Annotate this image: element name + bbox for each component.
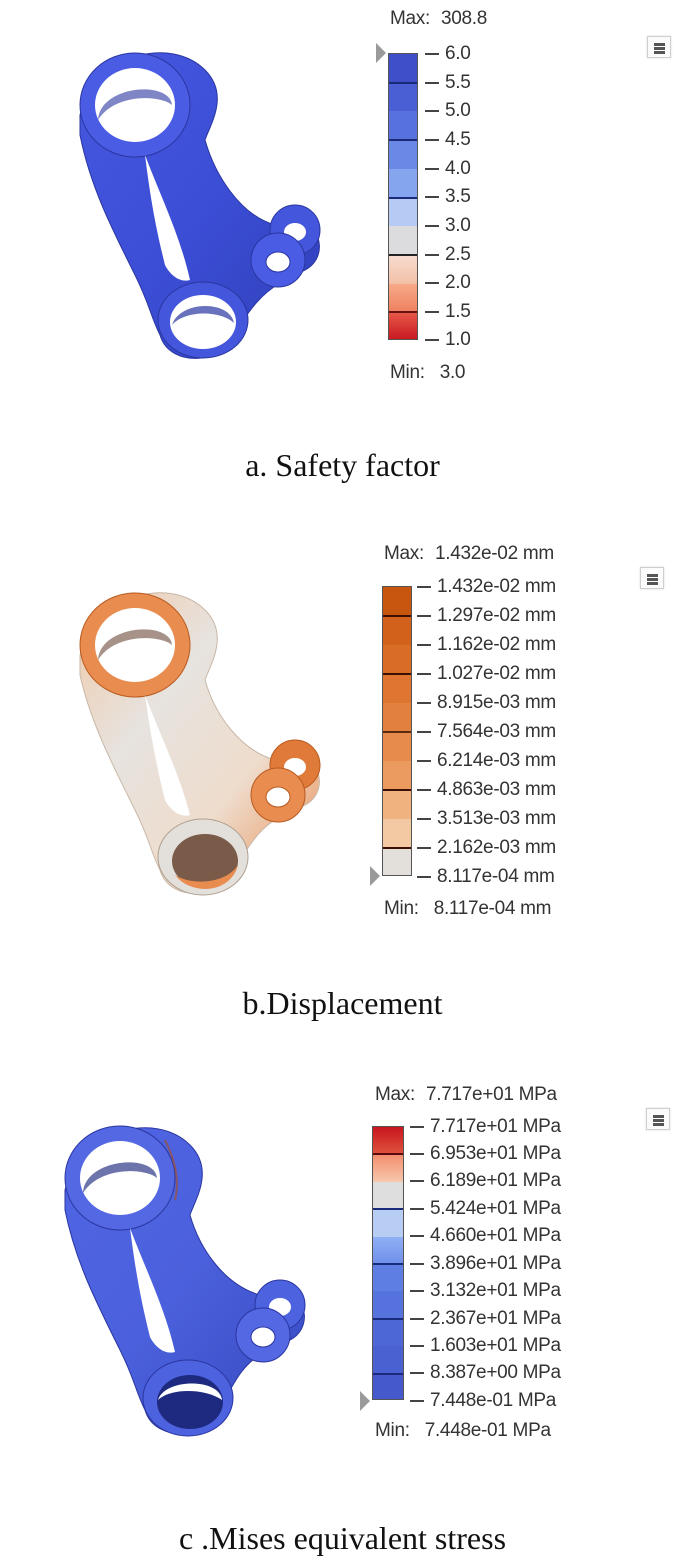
- legend-tick: 5.424e+01 MPa: [410, 1199, 561, 1219]
- legend-tick: 3.896e+01 MPa: [410, 1254, 561, 1274]
- legend-tick: 3.132e+01 MPa: [410, 1281, 561, 1301]
- legend-tick: 7.717e+01 MPa: [410, 1117, 561, 1137]
- legend-tick: 4.5: [425, 130, 471, 150]
- legend-tick: 2.0: [425, 273, 471, 293]
- legend-min-label: Min:: [390, 362, 425, 383]
- legend-tick: 6.214e-03 mm: [417, 751, 556, 771]
- legend-tick: 6.953e+01 MPa: [410, 1144, 561, 1164]
- legend-max-label: Max:: [390, 8, 430, 29]
- legend-menu-button[interactable]: [646, 1108, 670, 1130]
- legend-tick: 1.432e-02 mm: [417, 577, 556, 597]
- legend-min-label: Min:: [384, 898, 419, 919]
- legend-tick: 8.915e-03 mm: [417, 693, 556, 713]
- caption-safety-factor: a. Safety factor: [245, 447, 440, 483]
- legend-tick: 3.513e-03 mm: [417, 809, 556, 829]
- legend-tick: 5.0: [425, 101, 471, 121]
- legend-min-value: 3.0: [439, 362, 466, 383]
- legend-min-label: Min:: [375, 1420, 410, 1441]
- colorbar: [372, 1126, 404, 1400]
- legend-tick: 4.660e+01 MPa: [410, 1226, 561, 1246]
- legend-tick: 6.0: [425, 44, 471, 64]
- legend-tick: 1.5: [425, 302, 471, 322]
- legend-tick: 3.0: [425, 216, 471, 236]
- legend-tick: 4.0: [425, 159, 471, 179]
- legend-tick: 1.0: [425, 330, 471, 350]
- legend-max-value: 308.8: [440, 8, 488, 29]
- legend-max-value: 1.432e-02 mm: [434, 543, 554, 564]
- legend-tick: 1.297e-02 mm: [417, 606, 556, 626]
- legend-min-value: 8.117e-04 mm: [433, 898, 552, 919]
- bracket-model-mises-stress: [40, 1100, 330, 1450]
- caption-mises-stress: c .Mises equivalent stress: [178, 1520, 507, 1556]
- range-marker-icon[interactable]: [360, 1391, 370, 1411]
- caption-displacement: b.Displacement: [242, 985, 443, 1021]
- legend-tick: 4.863e-03 mm: [417, 780, 556, 800]
- legend-max-label: Max:: [384, 543, 424, 564]
- legend-min-value: 7.448e-01 MPa: [424, 1420, 551, 1441]
- legend-tick: 1.027e-02 mm: [417, 664, 556, 684]
- legend-tick: 1.603e+01 MPa: [410, 1336, 561, 1356]
- legend-max-label: Max:: [375, 1084, 415, 1105]
- legend-tick: 3.5: [425, 187, 471, 207]
- legend-max-value: 7.717e+01 MPa: [425, 1084, 557, 1105]
- legend-tick: 7.448e-01 MPa: [410, 1391, 556, 1411]
- legend-tick: 8.387e+00 MPa: [410, 1363, 561, 1383]
- legend-tick: 2.367e+01 MPa: [410, 1309, 561, 1329]
- legend-tick: 1.162e-02 mm: [417, 635, 556, 655]
- hamburger-menu-icon: [653, 1115, 664, 1118]
- legend-tick: 7.564e-03 mm: [417, 722, 556, 742]
- legend-tick: 2.162e-03 mm: [417, 838, 556, 858]
- legend-tick: 2.5: [425, 245, 471, 265]
- legend-tick: 6.189e+01 MPa: [410, 1171, 561, 1191]
- legend-tick: 8.117e-04 mm: [417, 867, 555, 887]
- legend-tick: 5.5: [425, 73, 471, 93]
